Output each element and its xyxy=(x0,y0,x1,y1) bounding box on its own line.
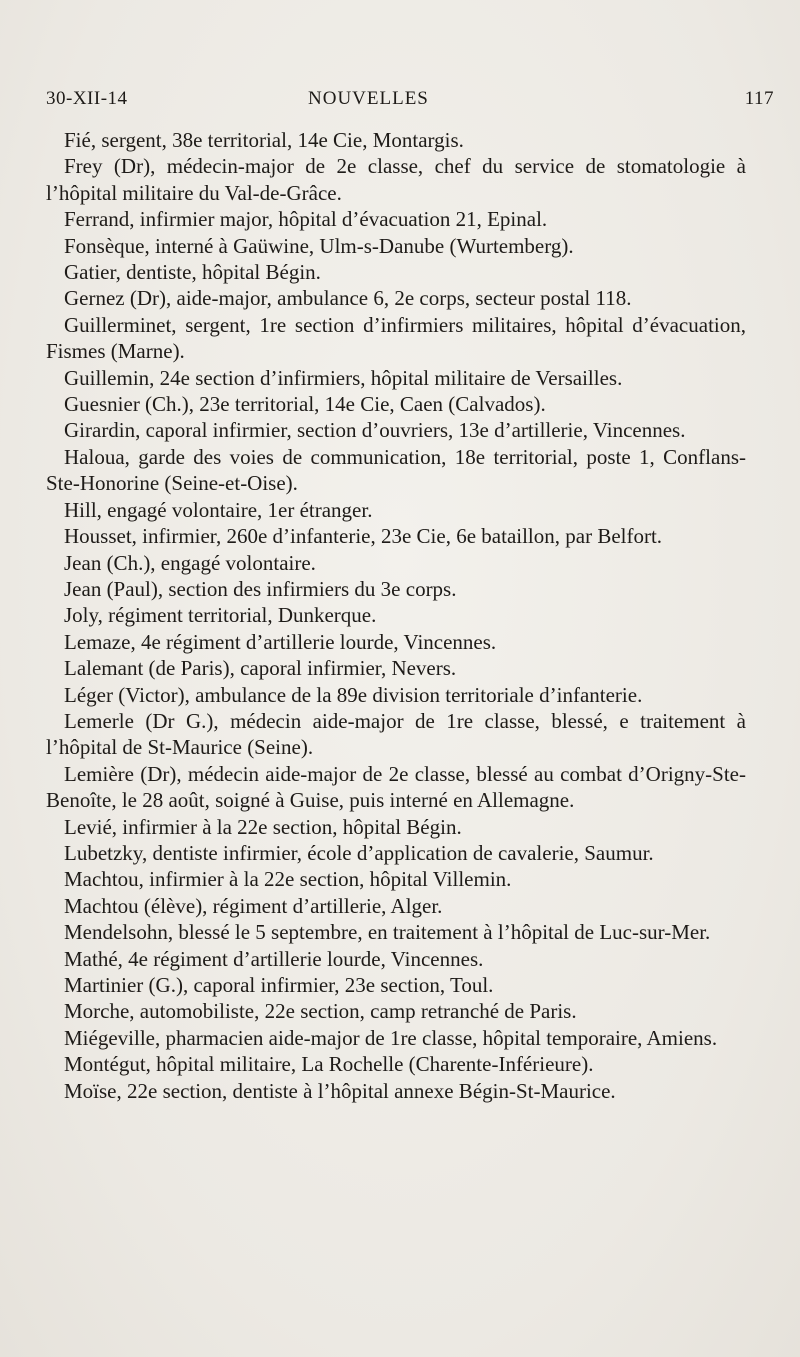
header-title: NOUVELLES xyxy=(308,88,429,109)
list-item: Frey (Dr), médecin-major de 2e classe, chef du service de stomatologie à l’hôpital militaire du Val-de-Grâce. xyxy=(46,154,746,205)
list-item: Morche, automobiliste, 22e section, camp retranché de Paris. xyxy=(64,999,577,1024)
list-item: Lemaze, 4e régiment d’artillerie lourde, Vincennes. xyxy=(64,629,497,654)
list-item: Mendelsohn, blessé le 5 septembre, en traitement à l’hôpital de Luc-sur-Mer. xyxy=(64,920,711,945)
list-item: Haloua, garde des voies de communication, 18e territorial, poste 1, Conflans-Ste-Honorine (Seine-et-Oise). xyxy=(46,444,746,496)
list-item: Lemière (Dr), médecin aide-major de 2e classe, blessé au combat d’Origny-Ste-Benoîte, le 28 août, soigné à Guise, puis interné en Allemagne. xyxy=(46,761,746,813)
list-item: Joly, régiment territorial, Dunkerque. xyxy=(64,603,377,628)
list-item: Mathé, 4e régiment d’artillerie lourde, Vincennes. xyxy=(64,946,484,971)
list-item: Levié, infirmier à la 22e section, hôpital Bégin. xyxy=(64,814,462,839)
list-item: Gernez (Dr), aide-major, ambulance 6, 2e corps, secteur postal 118. xyxy=(64,286,632,311)
entry-list xyxy=(46,127,746,1104)
list-item: Girardin, caporal infirmier, section d’ouvriers, 13e d’artillerie, Vincennes. xyxy=(64,418,686,443)
list-item: Jean (Paul), section des infirmiers du 3e corps. xyxy=(64,576,457,601)
list-item: Fié, sergent, 38e territorial, 14e Cie, Montargis. xyxy=(64,128,464,152)
list-item: Martinier (G.), caporal infirmier, 23e section, Toul. xyxy=(64,973,494,997)
list-item: Jean (Ch.), engagé volontaire. xyxy=(64,550,316,575)
list-item: Moïse, 22e section, dentiste à l’hôpital annexe Bégin-St-Maurice. xyxy=(64,1078,616,1103)
page-number: 117 xyxy=(744,88,774,109)
list-item: Miégeville, pharmacien aide-major de 1re classe, hôpital temporaire, Amiens. xyxy=(64,1025,718,1050)
list-item: Hill, engagé volontaire, 1er étranger. xyxy=(64,497,373,522)
list-item: Ferrand, infirmier major, hôpital d’évacuation 21, Epinal. xyxy=(64,207,548,232)
list-item: Guillerminet, sergent, 1re section d’infirmiers militaires, hôpital d’évacuation, Fismes (Marne). xyxy=(46,312,746,364)
header-date: 30-XII-14 xyxy=(46,88,128,109)
list-item: Guillemin, 24e section d’infirmiers, hôpital militaire de Versailles. xyxy=(64,365,623,390)
list-item: Lalemant (de Paris), caporal infirmier, Nevers. xyxy=(64,656,457,681)
list-item: Léger (Victor), ambulance de la 89e division territoriale d’infanterie. xyxy=(64,682,643,707)
list-item: Lubetzky, dentiste infirmier, école d’application de cavalerie, Saumur. xyxy=(64,840,654,865)
list-item: Machtou, infirmier à la 22e section, hôpital Villemin. xyxy=(64,867,512,892)
running-header xyxy=(46,88,774,116)
list-item: Housset, infirmier, 260e d’infanterie, 23e Cie, 6e bataillon, par Belfort. xyxy=(64,524,663,549)
list-item: Lemerle (Dr G.), médecin aide-major de 1re classe, blessé, e traitement à l’hôpital de St-Maurice (Seine). xyxy=(46,708,746,760)
list-item: Machtou (élève), régiment d’artillerie, Alger. xyxy=(64,893,443,918)
list-item: Guesnier (Ch.), 23e territorial, 14e Cie, Caen (Calvados). xyxy=(64,392,546,417)
list-item: Fonsèque, interné à Gaüwine, Ulm-s-Danube (Wurtemberg). xyxy=(64,233,574,258)
list-item: Gatier, dentiste, hôpital Bégin. xyxy=(64,260,321,285)
list-item: Montégut, hôpital militaire, La Rochelle (Charente-Inférieure). xyxy=(64,1052,594,1077)
